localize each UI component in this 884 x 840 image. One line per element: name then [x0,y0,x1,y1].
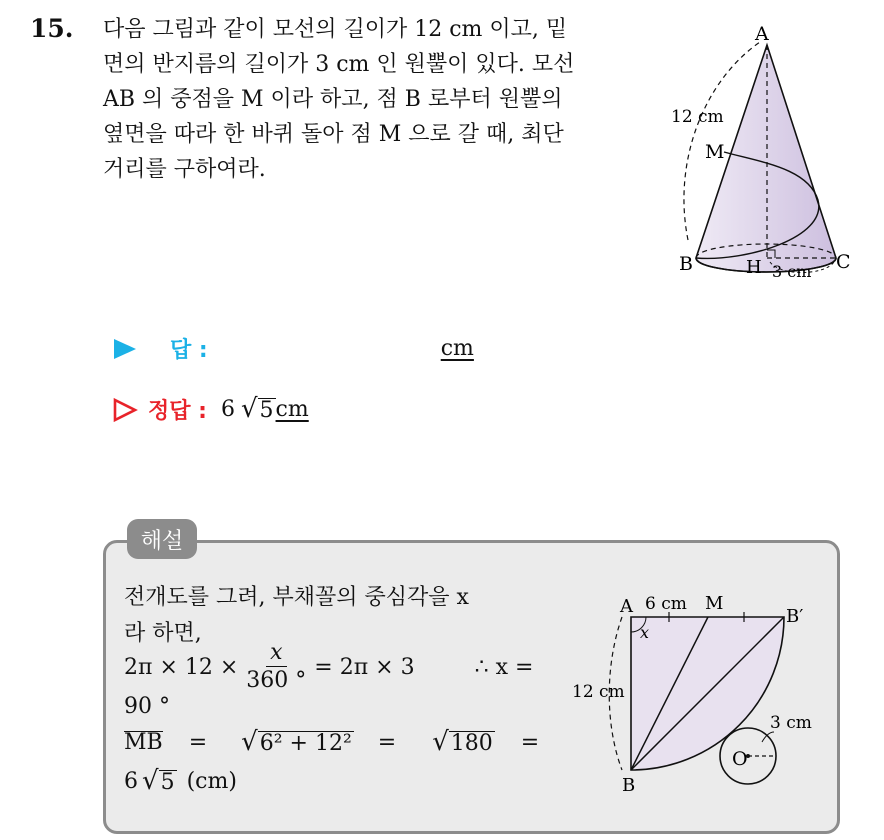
label-A: A [755,23,769,45]
net-label-Bp: B′ [786,606,804,627]
label-slant-length: 12 cm [671,107,724,127]
correct-answer-label: 정답 : [148,399,207,424]
sqrt-180-radicand: 180 [450,731,493,756]
solution-mb-equation [124,729,539,756]
label-C: C [836,251,851,273]
eq-sign-3: = [520,730,540,755]
question-line: 거리를 구하여라. [103,157,266,182]
question-number: 15. [30,14,74,43]
eq-sign-1: = [188,730,208,755]
correct-answer-row [112,394,309,425]
fraction [242,640,310,695]
correct-answer-radicand: 5 [259,398,274,423]
eq-sign-2: = [377,730,397,755]
net-label-A: A [620,596,633,617]
net-label-O: O [732,748,748,770]
question-line: 면의 반지름의 길이가 3 cm 인 원뿔이 있다. 모선 [103,52,575,77]
answer-unit: cm [440,336,474,361]
play-triangle-icon [112,337,138,361]
final-coef: 6 [124,769,138,794]
fraction-numerator: x [266,640,286,667]
label-M: M [705,141,725,163]
solution-equation [124,640,533,695]
question-line: 옆면을 따라 한 바퀴 돌아 점 M 으로 갈 때, 최단 [103,122,564,147]
question-line: 다음 그림과 같이 모선의 길이가 12 cm 이고, 밑 [103,17,568,42]
solution-line-2: 라 하면, [124,621,202,646]
answer-row [112,333,474,364]
net-label-side: 12 cm [572,682,625,702]
sqrt-sum: √ 6² + 12² [241,727,352,757]
outline-triangle-icon [112,397,138,423]
sqrt-180: √ 180 [432,727,493,757]
solution-line-4: 90 ° [124,694,170,719]
net-label-radius: 3 cm [770,713,812,733]
answer-label: 답 : [170,338,208,363]
label-radius: 3 cm [772,262,812,281]
question-text [103,12,648,187]
correct-answer-sqrt: √ 5 [240,394,274,424]
net-label-B: B [622,775,636,796]
solution-line-1: 전개도를 그려, 부채꼴의 중심각을 x [124,585,469,610]
sqrt-sum-radicand: 6² + 12² [259,731,352,756]
net-label-M: M [705,593,724,614]
eq-left: 2π × 12 × [124,655,239,680]
fraction-denominator: 360 ° [246,668,307,693]
solution-final [124,768,237,795]
eq-right: = 2π × 3 [314,655,415,680]
final-unit: (cm) [186,769,237,794]
solution-tab: 해설 [127,519,197,559]
net-figure [570,585,820,800]
label-H: H [746,257,762,278]
final-sqrt: √ 5 [142,766,175,796]
eq-therefore: ∴ x = [474,655,534,680]
question-line: AB 의 중점을 M 이라 하고, 점 B 로부터 원뿔의 [103,87,563,112]
cone-figure [665,18,870,283]
label-B: B [679,253,693,275]
final-radicand: 5 [160,770,175,795]
net-label-top: 6 cm [645,594,687,614]
net-label-x: x [640,623,650,642]
correct-answer-unit: cm [275,397,309,422]
correct-answer-coef: 6 [220,397,235,422]
segment-mb: MB [124,730,163,755]
